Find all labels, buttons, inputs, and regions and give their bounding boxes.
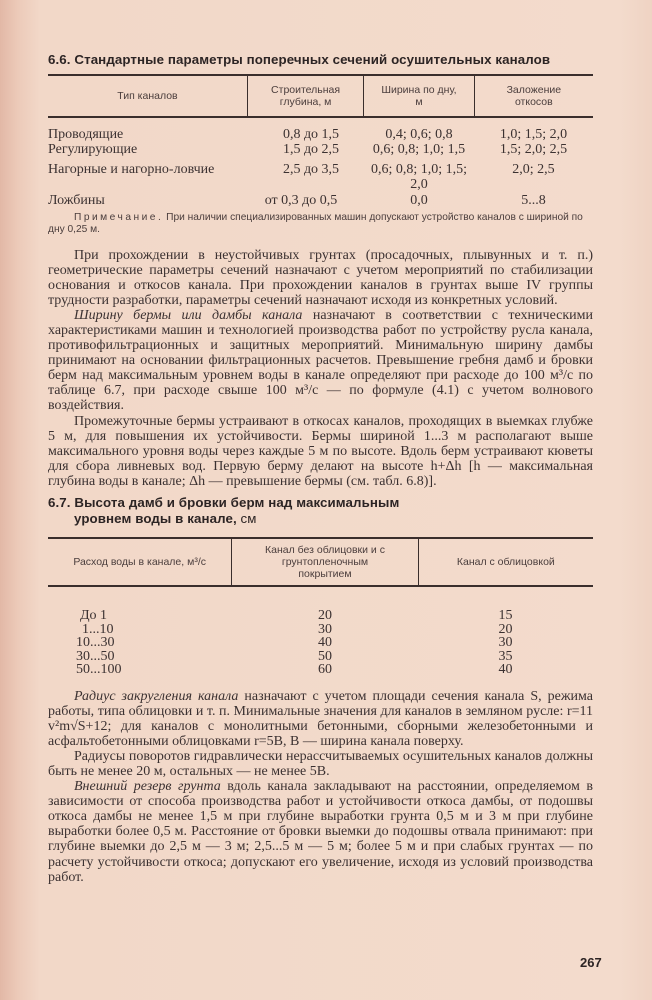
paragraph: Радиус закругления канала назначают с учетом площади сечения канала S, режима работы, типа облицовки и т. п. Минимальные значения для каналов в земляном русле: r=11 v²m√S+12; для каналов с монолитными бетонными, сборными железобетонными и асфальтобетонными облицовками r=5B, B — ширина канала поверху. (48, 688, 593, 749)
table-row: Ложбины от 0,3 до 0,5 0,0 5...8 (48, 193, 546, 208)
table-row: 10...30 40 30 (76, 635, 513, 650)
paragraph: Радиусы поворотов гидравлически нерассчитываемых осушительных каналов должны быть не менее 20 м, остальных — не менее 5B. (48, 748, 593, 779)
header-cell: Тип каналов (117, 90, 178, 102)
table-row: Регулирующие 1,5 до 2,5 0,6; 0,8; 1,0; 1,5 1,5; 2,0; 2,5 (48, 141, 568, 157)
paragraph: Внешний резерв грунта вдоль канала закладывают на расстоянии, определяемом в зависимости от способа производства работ и устойчивости откоса дамбы, от подошвы откоса дамбы не менее 1,5 м при глубине выработки грунта 0,5 м и 3 м при глубине выработки более 0,5 м. Расстояние от бровки выемки до подошвы отвала принимают: при глубине выемки до 2,5 м — 3 м; 2,5...5 м — 5 м; более 5 м и при слабых грунтах — по расчету устойчивости откоса; допускают его увеличение, исходя из условий производства работ. (48, 779, 594, 885)
table-row: 50...100 60 40 (76, 662, 513, 677)
table-row: До 1 20 15 (80, 608, 513, 623)
header-cell: Канал с облицовкой (418, 539, 593, 585)
paragraph: Ширину бермы или дамбы канала назначают в соответствии с техническими характеристиками машин и технологией производства работ по устройству русла канала, противофильтрационных и защитных мероприятий. Минимальную ширину дамбы принимают на основании фильтрационных расчетов. Превышение гребня дамб и бровки берм над максимальным уровнем воды в канале определяют при расходе до 100 м³/с по таблице 6.7, при расходе свыше 100 м³/с — по формуле (4.1) с учетом волнового воздействия. (48, 307, 593, 414)
header-cell: Расход воды в канале, м³/с (73, 556, 206, 568)
page-number: 267 (580, 955, 602, 970)
table-6-6-header (48, 76, 593, 116)
table-row: 1...10 30 20 (82, 621, 513, 637)
book-page (48, 52, 593, 885)
table-row: Проводящие 0,8 до 1,5 0,4; 0,6; 0,8 1,0; 1,5; 2,0 (48, 127, 568, 142)
table-6-7-body (48, 609, 593, 677)
table-row: Нагорные и нагорно-ловчие 2,5 до 3,5 0,6; 0,8; 1,0; 1,5; 2,0 2,0; 2,5 (48, 162, 555, 192)
header-cell: Канал без облицовки и с грунтопленочным покрытием (231, 539, 417, 585)
table-6-7-title: 6.7. Высота дамб и бровки берм над максимальным уровнем воды в канале, см (48, 495, 400, 526)
table-note: Примечание. При наличии специализированных машин допускают устройство каналов с шириной по дну 0,25 м. (48, 211, 583, 235)
header-cell: Строительная глубина, м (247, 76, 363, 116)
table-6-6-body (48, 128, 593, 209)
header-cell: Заложение откосов (474, 76, 593, 116)
paragraph: При прохождении в неустойчивых грунтах (просадочных, плывунных и т. п.) геометрические параметры сечений назначают с учетом мероприятий по стабилизации основания и откосов канала. При прохождении каналов в грунтах выше IV группы трудности разработки, параметры сечений назначают исходя из конкретных условий. (48, 247, 593, 308)
table-6-7-header (48, 539, 593, 585)
table-6-6-title: 6.6. Стандартные параметры поперечных сечений осушительных каналов (48, 52, 551, 67)
table-row: 30...50 50 35 (76, 648, 513, 664)
header-cell: Ширина по дну, м (363, 76, 473, 116)
paragraph: Промежуточные бермы устраивают в откосах каналов, проходящих в выемках глубже 5 м, для повышения их устойчивости. Бермы шириной 1...3 м располагают выше максимального уровня воды через каждые 5 м по высоте. Вдоль берм устраивают кюветы для сбора ливневых вод. Первую берму делают на высоте h+Δh [h — максимальная глубина воды в канале; Δh — превышение бермы (см. табл. 6.8)]. (48, 413, 593, 489)
